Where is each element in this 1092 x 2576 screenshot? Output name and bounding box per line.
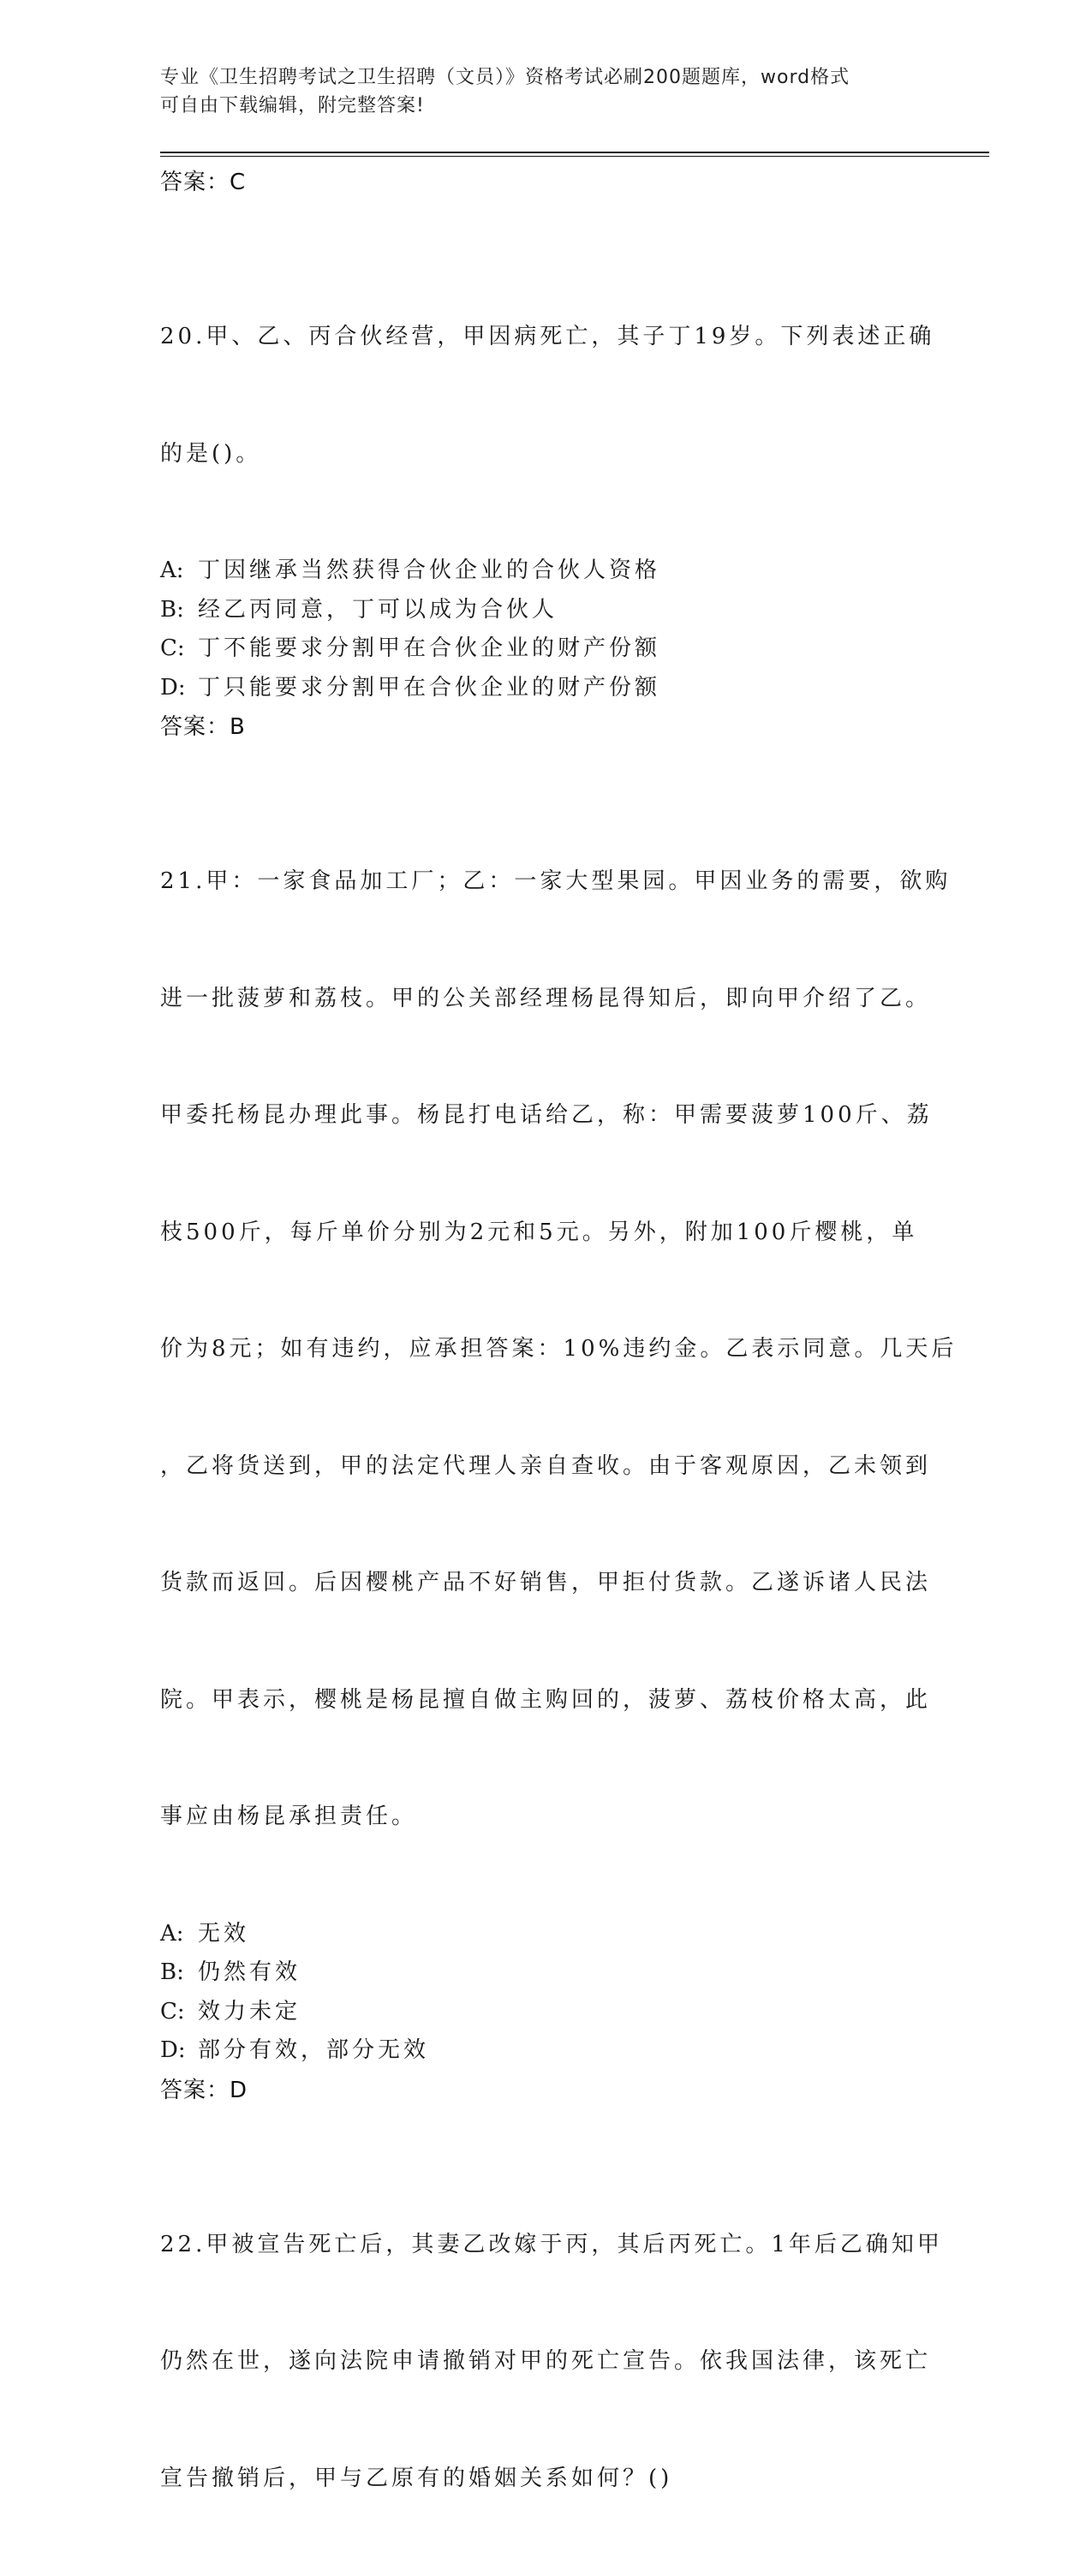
header-title-line-2: 可自由下载编辑，附完整答案!	[160, 92, 914, 120]
question-20-option-a	[160, 552, 931, 591]
question-21-line: 21.甲：一家食品加工厂；乙：一家大型果园。甲因业务的需要，欲购	[160, 862, 931, 902]
question-21-line: 货款而返回。后因樱桃产品不好销售，甲拒付货款。乙遂诉诸人民法	[160, 1564, 931, 1603]
option-text: 无效	[198, 1921, 249, 1947]
question-20-option-c	[160, 629, 931, 669]
header-divider-thick	[160, 152, 989, 153]
question-22-line: 宣告撤销后，甲与乙原有的婚姻关系如何？()	[160, 2460, 931, 2499]
option-label: B:	[160, 591, 198, 630]
spacer	[160, 2110, 931, 2148]
question-20	[160, 240, 931, 747]
header-title-line-1: 专业《卫生招聘考试之卫生招聘（文员）》资格考试必刷200题题库，word格式	[160, 63, 914, 92]
header-divider-thin	[160, 156, 989, 157]
question-21	[160, 784, 931, 2110]
answer-q21: 答案：D	[160, 2071, 931, 2110]
option-label: D:	[160, 2031, 198, 2071]
answer-q19: 答案：C	[160, 163, 931, 202]
question-20-option-d	[160, 669, 931, 708]
option-label: C:	[160, 1993, 198, 2032]
option-text: 经乙丙同意，丁可以成为合伙人	[198, 597, 558, 623]
option-label: D:	[160, 669, 198, 708]
question-22-stem	[160, 2148, 931, 2576]
option-text: 部分有效，部分无效	[198, 2037, 429, 2063]
option-text: 丁因继承当然获得合伙企业的合伙人资格	[198, 558, 660, 583]
option-label: C:	[160, 629, 198, 669]
question-21-stem	[160, 784, 931, 1915]
question-22-line: 22.甲被宣告死亡后，其妻乙改嫁于丙，其后丙死亡。1年后乙确知甲	[160, 2226, 931, 2265]
option-text: 丁不能要求分割甲在合伙企业的财产份额	[198, 635, 660, 661]
question-21-option-a	[160, 1915, 931, 1954]
option-label: A:	[160, 1915, 198, 1954]
question-20-line: 20.甲、乙、丙合伙经营，甲因病死亡，其子丁19岁。下列表述正确	[160, 318, 931, 357]
spacer	[160, 202, 931, 240]
question-21-line: 价为8元；如有违约，应承担答案：10%违约金。乙表示同意。几天后	[160, 1330, 931, 1369]
question-21-line: ，乙将货送到，甲的法定代理人亲自查收。由于客观原因，乙未领到	[160, 1447, 931, 1487]
question-21-line: 进一批菠萝和荔枝。甲的公关部经理杨昆得知后，即向甲介绍了乙。	[160, 980, 931, 1019]
spacer	[160, 747, 931, 784]
question-21-line: 院。甲表示，樱桃是杨昆擅自做主购回的，菠萝、荔枝价格太高，此	[160, 1681, 931, 1720]
question-21-option-c	[160, 1993, 931, 2032]
document-body	[160, 163, 931, 2576]
option-label: B:	[160, 1953, 198, 1993]
question-21-option-d	[160, 2031, 931, 2071]
question-20-stem	[160, 240, 931, 552]
question-20-line: 的是()。	[160, 435, 931, 474]
question-21-line: 枝500斤，每斤单价分别为2元和5元。另外，附加100斤樱桃，单	[160, 1213, 931, 1253]
option-label: A:	[160, 552, 198, 591]
question-22-line: 仍然在世，遂向法院申请撤销对甲的死亡宣告。依我国法律，该死亡	[160, 2342, 931, 2382]
question-21-option-b	[160, 1953, 931, 1993]
option-text: 丁只能要求分割甲在合伙企业的财产份额	[198, 675, 660, 701]
answer-q20: 答案：B	[160, 707, 931, 747]
question-22	[160, 2148, 931, 2576]
option-text: 仍然有效	[198, 1959, 301, 1985]
question-21-line: 甲委托杨昆办理此事。杨昆打电话给乙，称：甲需要菠萝100斤、荔	[160, 1096, 931, 1136]
document-header	[160, 63, 914, 120]
question-21-line: 事应由杨昆承担责任。	[160, 1798, 931, 1837]
question-20-option-b	[160, 591, 931, 630]
option-text: 效力未定	[198, 1999, 301, 2024]
